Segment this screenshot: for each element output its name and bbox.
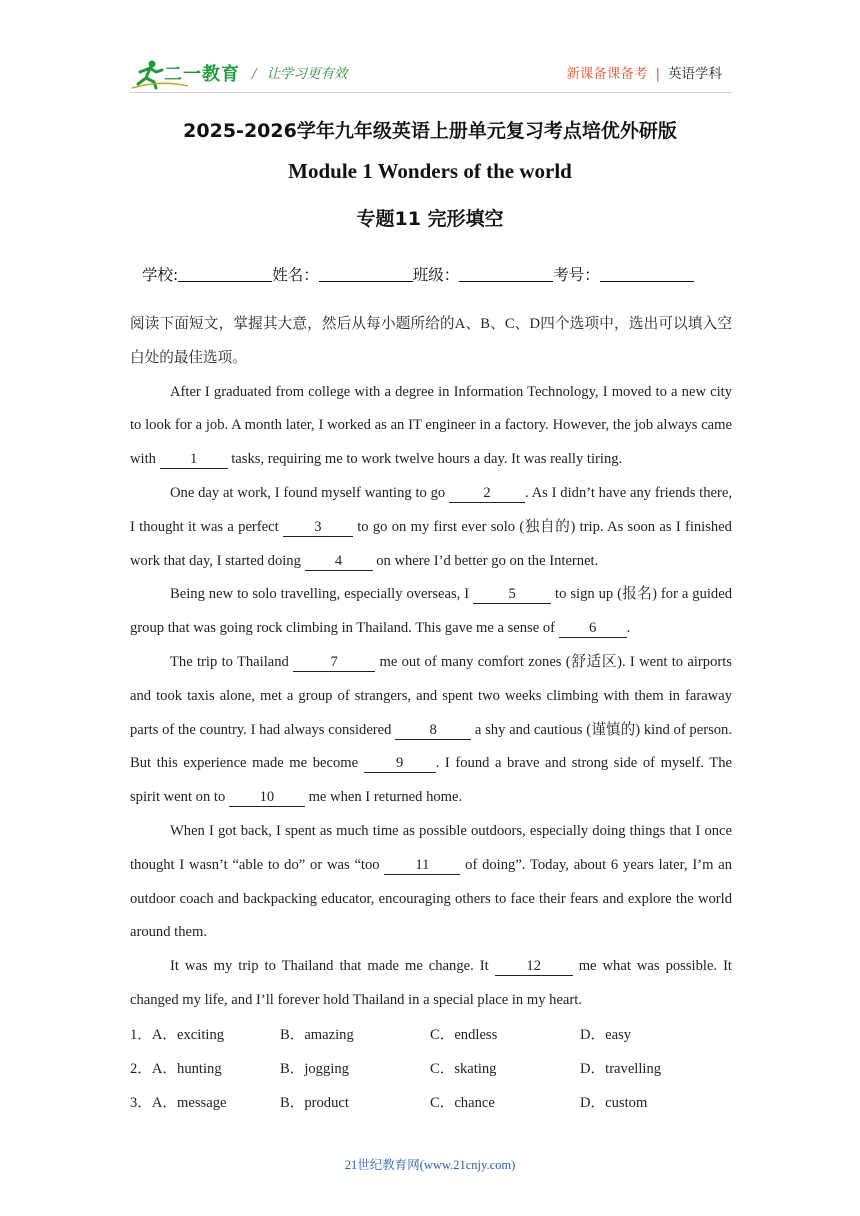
options-list — [130, 1019, 732, 1120]
option-b: B．product — [280, 1094, 349, 1111]
blank-6: 6 — [559, 619, 627, 638]
page-header — [130, 54, 730, 90]
blank-10: 10 — [229, 788, 305, 807]
option-b: B．amazing — [280, 1027, 354, 1043]
blank-8: 8 — [395, 721, 471, 740]
option-c: C．chance — [430, 1094, 495, 1111]
text-run: me when I returned home. — [304, 789, 463, 806]
paragraph-6 — [130, 950, 732, 1018]
paragraph-4 — [130, 646, 732, 815]
text-run: . As I didn’t have any friends there, I thought it was a perfect — [130, 484, 732, 535]
passage — [130, 308, 732, 1018]
text-run: Being new to solo travelling, especially overseas, I — [170, 586, 474, 603]
option-row — [130, 1053, 732, 1087]
text-run: a shy and cautious (谨慎的) kind of person. But this experience made me become — [130, 721, 732, 772]
blank-9: 9 — [364, 754, 436, 773]
header-separator: | — [655, 66, 660, 82]
option-c: C．skating — [430, 1060, 497, 1077]
text-run: me what was possible. It changed my life, and I’ll forever hold Thailand in a special place in my heart. — [130, 958, 732, 1008]
option-d: D．custom — [580, 1094, 648, 1111]
text-run: to go on my first ever solo (独自的) trip. As soon as I finished work that day, I started doing — [130, 518, 732, 569]
blank-7: 7 — [293, 653, 375, 672]
option-c: C．endless — [430, 1027, 498, 1043]
text-run: me out of many comfort zones (舒适区). I went to airports and took taxis alone, met a group of strangers, and spent two weeks climbing with them in faraway parts of the country. I had always considered — [130, 653, 732, 738]
text-run: tasks, requiring me to work twelve hours a day. It was really tiring. — [227, 451, 623, 468]
name-label: 姓名： — [272, 266, 319, 284]
slogan-text: 让学习更有效 — [266, 66, 348, 82]
school-blank — [178, 266, 272, 282]
option-d: D．travelling — [580, 1060, 662, 1077]
option-a: 3．A．message — [130, 1094, 227, 1111]
class-label: 班级： — [412, 266, 460, 284]
option-a: 1．A．exciting — [130, 1027, 225, 1043]
header-tag: 新课备课备考 — [566, 66, 648, 82]
paragraph-1 — [130, 376, 732, 477]
paragraph-5 — [130, 815, 732, 950]
slogan: / 让学习更有效 — [252, 66, 348, 82]
option-row — [130, 1019, 732, 1053]
text-run: on where I’d better go on the Internet. — [372, 552, 599, 569]
instruction: 阅读下面短文，掌握其大意，然后从每小题所给的A、B、C、D四个选项中，选出可以填入空白处的最佳选项。 — [130, 316, 732, 366]
name-blank — [319, 266, 413, 282]
text-run: After I graduated from college with a degree in Information Technology, I moved to a new city to look for a job. A month later, I worked as an IT engineer in a factory. However, the job always came with — [130, 383, 732, 468]
text-run: to sign up (报名) for a guided group that was going rock climbing in Thailand. This gave me a sense of — [130, 586, 732, 637]
text-run: The trip to Thailand — [170, 653, 294, 670]
blank-1: 1 — [160, 450, 228, 469]
header-divider — [130, 92, 732, 93]
header-right — [566, 62, 722, 82]
paragraph-3 — [130, 578, 732, 646]
doc-title: 2025-2026学年九年级英语上册单元复习考点培优外研版 — [183, 120, 677, 142]
school-label: 学校: — [142, 266, 179, 284]
text-run: One day at work, I found myself wanting to go — [170, 484, 450, 501]
option-b: B．jogging — [280, 1060, 349, 1077]
module-title: Module 1 Wonders of the world — [288, 159, 572, 183]
blank-3: 3 — [283, 518, 353, 537]
topic-title: 专题11 完形填空 — [356, 208, 504, 230]
number-blank — [600, 266, 694, 282]
student-info-line — [142, 263, 694, 285]
logo-text: 二一教育 — [164, 64, 240, 85]
blank-2: 2 — [449, 484, 525, 503]
option-row — [130, 1087, 732, 1121]
option-a: 2．A．hunting — [130, 1060, 222, 1077]
blank-11: 11 — [384, 856, 460, 875]
blank-5: 5 — [473, 585, 551, 604]
paragraph-2 — [130, 477, 732, 578]
text-run: . — [626, 620, 631, 637]
footer-link[interactable]: 21世纪教育网(www.21cnjy.com) — [344, 1158, 516, 1172]
header-subject: 英语学科 — [668, 66, 722, 82]
blank-4: 4 — [305, 552, 373, 571]
blank-12: 12 — [495, 957, 573, 976]
number-label: 考号： — [553, 266, 600, 284]
text-run: . I found a brave and strong side of myself. The spirit went on to — [130, 755, 732, 806]
option-d: D．easy — [580, 1027, 632, 1043]
class-blank — [459, 266, 553, 282]
text-run: of doing”. Today, about 6 years later, I’m an outdoor coach and backpacking educator, encouraging others to face their fears and explore the world around them. — [130, 856, 732, 941]
text-run: It was my trip to Thailand that made me change. It — [170, 958, 495, 975]
text-run: When I got back, I spent as much time as possible outdoors, especially doing things that I once thought I wasn’t “able to do” or was “too — [130, 822, 732, 873]
